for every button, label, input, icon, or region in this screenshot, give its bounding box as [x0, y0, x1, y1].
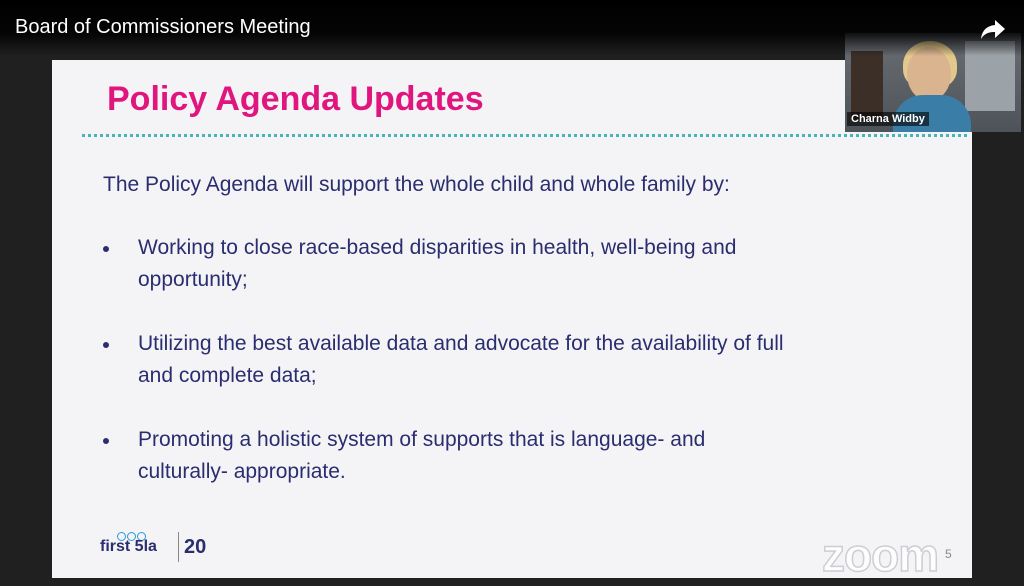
bookshelf-background	[851, 51, 883, 121]
video-title[interactable]: Board of Commissioners Meeting	[15, 16, 311, 38]
bullet-list	[103, 232, 923, 520]
bullet-dot-icon	[103, 246, 109, 252]
bullet-line: Promoting a holistic system of supports that is language- and	[138, 428, 706, 451]
bullet-dot-icon	[103, 438, 109, 444]
bullet-line: opportunity;	[138, 268, 248, 291]
logo-text: first 5la	[100, 538, 157, 555]
bullet-line: Utilizing the best available data and advocate for the availability of full	[138, 332, 784, 355]
bullet-line: Working to close race-based disparities in health, well-being and	[138, 236, 737, 259]
share-arrow-icon	[978, 14, 1008, 44]
logo-separator	[178, 532, 179, 562]
bullet-line: and complete data;	[138, 364, 317, 387]
video-title-bar	[0, 0, 1024, 56]
list-item	[103, 424, 923, 488]
bullet-dot-icon	[103, 342, 109, 348]
list-item	[103, 328, 923, 392]
list-item	[103, 232, 923, 296]
bullet-line: culturally- appropriate.	[138, 460, 346, 483]
slide-divider	[82, 134, 967, 137]
logo-anniversary-badge: 20	[184, 536, 207, 558]
slide-intro: The Policy Agenda will support the whole child and whole family by:	[103, 173, 730, 196]
first5la-logo	[100, 528, 210, 568]
participant-name-label: Charna Widby	[847, 112, 929, 126]
slide-page-number: 5	[945, 547, 952, 561]
presentation-slide	[52, 60, 972, 581]
slide-title: Policy Agenda Updates	[107, 80, 484, 118]
share-button[interactable]	[978, 14, 1008, 44]
zoom-watermark: zoom	[822, 529, 939, 581]
